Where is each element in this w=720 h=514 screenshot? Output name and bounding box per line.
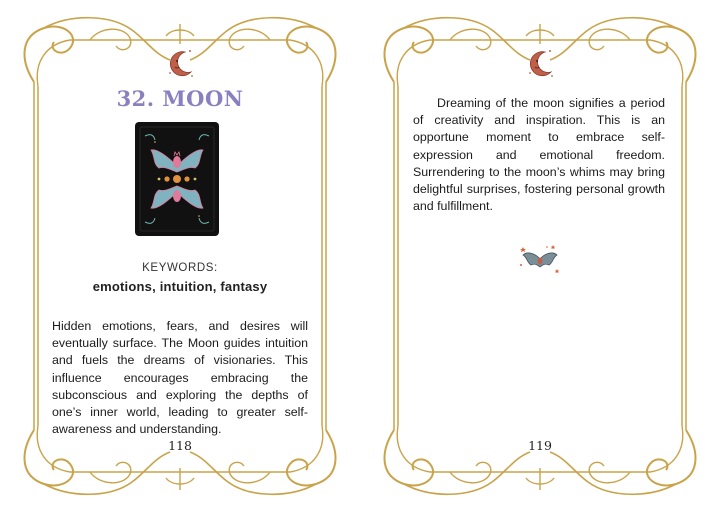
page-number: 119 <box>528 438 552 453</box>
right-page <box>360 0 720 514</box>
body-text: Hidden emotions, fears, and desires will eventually surface. The Moon guides intuition and fuels the dreams of visionaries. This influence encourages embracing the subconscious and exploring the depths of one’s inner world, leading to greater self-awareness and understanding. <box>52 319 308 437</box>
keywords: emotions, intuition, fantasy <box>92 279 268 294</box>
body-text: Dreaming of the moon signifies a period of creativity and inspiration. This is an opportune moment to embrace self-expression and emotional freedom. Surrendering to the moon’s whims may bring delightful surprises, fostering personal growth and fulfillment. <box>413 96 665 214</box>
keywords-label: KEYWORDS: <box>142 262 218 274</box>
page-number: 118 <box>168 438 192 453</box>
crescent-moon-face-icon <box>165 48 195 78</box>
bat-with-stars-icon <box>517 243 563 277</box>
bat-tarot-card-illustration <box>135 122 219 236</box>
crescent-moon-face-icon <box>525 48 555 78</box>
card-title: 32. MOON <box>116 86 244 111</box>
